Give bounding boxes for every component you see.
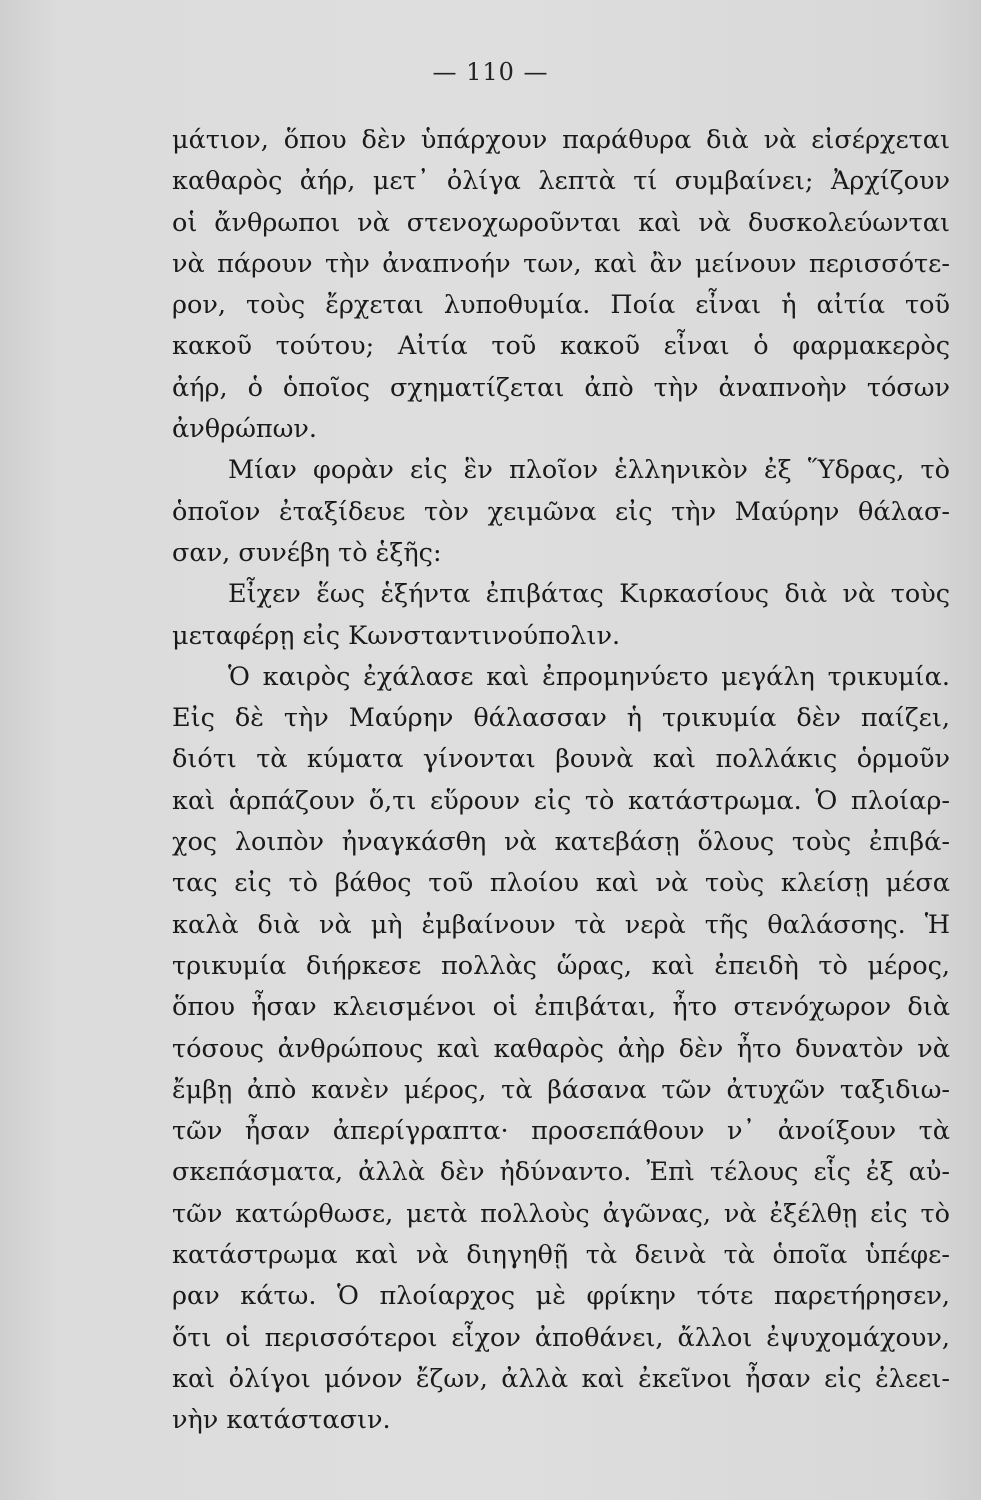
text-line: τῶν ἦσαν ἀπερίγραπτα· προσεπάθουν ν᾽ ἀνοίξουν τὰ [172,1116,950,1147]
text-line: οἱ ἄνθρωποι νὰ στενοχωροῦνται καὶ νὰ δυσκολεύωνται [172,207,950,238]
text-line: Εἶχεν ἕως ἑξήντα ἐπιβάτας Κιρκασίους διὰ νὰ τοὺς [228,579,950,610]
page-number: — 110 — [432,58,549,86]
text-line: καὶ ἁρπάζουν ὅ,τι εὕρουν εἰς τὸ κατάστρωμα. Ὁ πλοίαρ- [172,785,950,816]
text-line: Μίαν φορὰν εἰς ἓν πλοῖον ἑλληνικὸν ἐξ Ὕδρας, τὸ [228,455,950,486]
text-line: καὶ ὀλίγοι μόνον ἔζων, ἀλλὰ καὶ ἐκεῖνοι ἦσαν εἰς ἐλεει- [172,1363,950,1394]
text-line: μεταφέρῃ εἰς Κωνσταντινούπολιν. [172,620,621,651]
text-line: χος λοιπὸν ἠναγκάσθη νὰ κατεβάσῃ ὅλους τοὺς ἐπιβά- [172,827,950,858]
text-line: νὴν κατάστασιν. [172,1405,391,1436]
text-line: Εἰς δὲ τὴν Μαύρην θάλασσαν ἡ τρικυμία δὲν παίζει, [172,703,950,734]
text-line: τῶν κατώρθωσε, μετὰ πολλοὺς ἀγῶνας, νὰ ἐξέλθῃ εἰς τὸ [172,1198,950,1229]
text-line: σκεπάσματα, ἀλλὰ δὲν ἠδύναντο. Ἐπὶ τέλους εἷς ἐξ αὐ- [172,1157,950,1188]
text-line: τρικυμία διήρκεσε πολλὰς ὥρας, καὶ ἐπειδὴ τὸ μέρος, [172,950,950,981]
text-line: μάτιον, ὅπου δὲν ὑπάρχουν παράθυρα διὰ νὰ εἰσέρχεται [172,125,950,155]
text-line: ραν κάτω. Ὁ πλοίαρχος μὲ φρίκην τότε παρετήρησεν, [172,1281,950,1312]
text-line: διότι τὰ κύματα γίνονται βουνὰ καὶ πολλάκις ὁρμοῦν [172,744,950,775]
text-line: ἀνθρώπων. [172,414,318,445]
text-line: ὅτι οἱ περισσότεροι εἶχον ἀποθάνει, ἄλλοι ἐψυχομάχουν, [172,1322,950,1353]
text-line: τόσους ἀνθρώπους καὶ καθαρὸς ἀὴρ δὲν ἦτο δυνατὸν νὰ [172,1033,950,1064]
text-line: ὁποῖον ἐταξίδευε τὸν χειμῶνα εἰς τὴν Μαύρην θάλασ- [172,496,950,527]
text-line: σαν, συνέβη τὸ ἑξῆς: [172,537,442,568]
text-line: κατάστρωμα καὶ νὰ διηγηθῇ τὰ δεινὰ τὰ ὁποῖα ὑπέφε- [172,1240,950,1271]
text-line: ὅπου ἦσαν κλεισμένοι οἱ ἐπιβάται, ἦτο στενόχωρον διὰ [172,992,950,1023]
text-line: καθαρὸς ἀήρ, μετ᾽ ὀλίγα λεπτὰ τί συμβαίνει; Ἀρχίζουν [172,166,950,197]
text-line: τας εἰς τὸ βάθος τοῦ πλοίου καὶ νὰ τοὺς κλείσῃ μέσα [172,868,950,899]
body-text [172,120,950,1442]
text-line: Ὁ καιρὸς ἐχάλασε καὶ ἐπρομηνύετο μεγάλη τρικυμία. [228,661,950,692]
text-line: νὰ πάρουν τὴν ἀναπνοήν των, καὶ ἂν μείνουν περισσότε- [172,248,950,279]
text-line: ρον, τοὺς ἔρχεται λυποθυμία. Ποία εἶναι ἡ αἰτία τοῦ [172,290,950,321]
text-line: ἔμβῃ ἀπὸ κανὲν μέρος, τὰ βάσανα τῶν ἀτυχῶν ταξιδιω- [172,1074,950,1105]
text-line: ἀήρ, ὁ ὁποῖος σχηματίζεται ἀπὸ τὴν ἀναπνοὴν τόσων [172,372,950,403]
text-line: καλὰ διὰ νὰ μὴ ἐμβαίνουν τὰ νερὰ τῆς θαλάσσης. Ἡ [172,909,950,940]
text-line: κακοῦ τούτου; Αἰτία τοῦ κακοῦ εἶναι ὁ φαρμακερὸς [172,331,950,362]
